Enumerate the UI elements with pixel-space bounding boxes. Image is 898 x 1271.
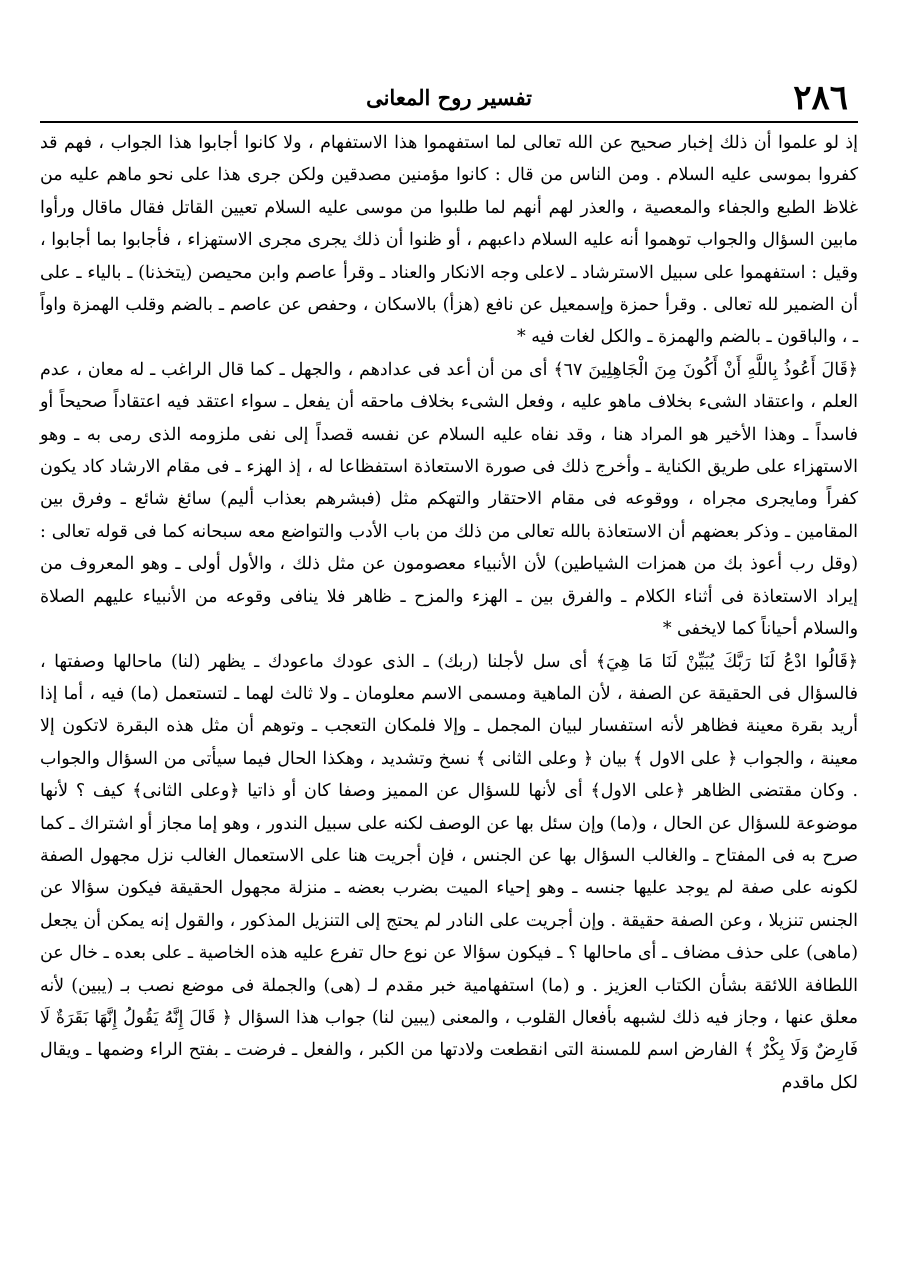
page-number: ٢٨٦ xyxy=(793,78,848,118)
body-text xyxy=(40,127,858,1099)
header-rule xyxy=(40,121,858,123)
running-title: تفسير روح المعانى xyxy=(366,85,532,110)
paragraph: إذ لو علموا أن ذلك إخبار صحيح عن الله تعالى لما استفهموا هذا الاستفهام ، ولا كانوا أجابوا هذا الجواب ، فهم قد كفروا بموسى عليه السلام . ومن الناس من قال : كانوا مؤمنين مصدقين ولكن جرى هذا على نحو ماهم عليه من غلاظ الطبع والجفاء والمعصية ، والعذر لهم أنهم لما طلبوا من موسى عليه السلام تعيين القاتل فقال ماقال ورأوا مابين السؤال والجواب توهموا أنه عليه السلام داعبهم ، أو ظنوا أن ذلك يجرى مجرى الاستهزاء ، فأجابوا بما أجابوا ، وقيل : استفهموا على سبيل الاسترشاد ـ لاعلى وجه الانكار والعناد ـ وقرأ عاصم وابن محيصن (يتخذنا) ـ بالياء ـ على أن الضمير لله تعالى . وقرأ حمزة وإسمعيل عن نافع (هزأ) بالاسكان ، وحفص عن عاصم ـ بالضم وقلب الهمزة واواً ـ ، والباقون ـ بالضم والهمزة ـ والكل لغات فيه * xyxy=(40,133,858,348)
paragraph: ﴿قَالُوا ادْعُ لَنَا رَبَّكَ يُبَيِّنْ لَنَا مَا هِيَ﴾ أى سل لأجلنا (ربك) ـ الذى عودك ماعودك ـ يظهر (لنا) ماحالها وصفتها ، فالسؤال فى الحقيقة عن الصفة ، لأن الماهية ومسمى الاسم معلومان ـ ولا ثالث لهما ـ لتستعمل (ما) فيه ، أما إذا أريد بقرة معينة فظاهر لأنه استفسار لبيان المجمل ـ وإلا فلمكان التعجب ـ وتوهم أن مثل هذه البقرة لاتكون إلا معينة ، والجواب ﴿ على الاول ﴾ بيان ﴿ وعلى الثانى ﴾ نسخ وتشديد ، وهكذا الحال فيما سيأتى من السؤال والجواب . وكان مقتضى الظاهر ﴿على الاول﴾ أى لأنها للسؤال عن المميز وصفا كان أو ذاتيا ﴿وعلى الثانى﴾ كيف ؟ لأنها موضوعة للسؤال عن الحال ، و(ما) وإن سئل بها عن الوصف لكنه على سبيل الندور ، وهو إما مجاز أو اشتراك ـ كما صرح به فى المفتاح ـ والغالب السؤال بها عن الجنس ، فإن أجريت هنا على الاستعمال الغالب نزل مجهول الصفة لكونه على صفة لم يوجد عليها جنسه ـ وهو إحياء الميت بضرب بعضه ـ منزلة مجهول الحقيقة فيكون سؤالا عن الجنس تنزيلا ، وعن الصفة حقيقة . وإن أجريت على النادر لم يحتج إلى التنزيل المذكور ، والقول إنه يمكن أن يجعل (ماهى) على حذف مضاف ـ أى ماحالها ؟ ـ فيكون سؤالا عن نوع حال تفرع عليه هذه الخاصية ـ على بعده ـ خال عن اللطافة اللائقة بشأن الكتاب العزيز . و (ما) استفهامية خبر مقدم لـ (هى) والجملة فى موضع نصب بـ (يبين) لأنه معلق عنها ، وجاز فيه ذلك لشبهه بأفعال القلوب ، والمعنى (يبين لنا) جواب هذا السؤال ﴿ قَالَ إِنَّهُ يَقُولُ إِنَّهَا بَقَرَةٌ لَا فَارِضٌ وَلَا بِكْرٌ ﴾ الفارض اسم للمسنة التى انقطعت ولادتها من الكبر ، والفعل ـ فرضت ـ بفتح الراء وضمها ـ ويقال لكل ماقدم xyxy=(40,651,858,1093)
paragraph: ﴿قَالَ أَعُوذُ بِاللَّهِ أَنْ أَكُونَ مِنَ الْجَاهِلِينَ ٦٧﴾ أى من أن أعد فى عدادهم ، والجهل ـ كما قال الراغب ـ له معان ، عدم العلم ، واعتقاد الشىء بخلاف ماهو عليه ، وفعل الشىء بخلاف ماحقه أن يفعل ـ سواء اعتقد فيه اعتقاداً صحيحاً أو فاسداً ـ وهذا الأخير هو المراد هنا ، وقد نفاه عليه السلام عن نفسه قصداً إلى نفى ملزومه الذى رمى به ـ وهو الاستهزاء على طريق الكناية ـ وأخرج ذلك فى صورة الاستعاذة استفظاعا له ، إذ الهزء ـ فى مقام الارشاد كاد يكون كفراً ومايجرى مجراه ، ووقوعه فى مقام الاحتقار والتهكم مثل (فبشرهم بعذاب أليم) سائغ شائع ـ وفرق بين المقامين ـ وذكر بعضهم أن الاستعاذة بالله تعالى من ذلك من باب الأدب والتواضع معه سبحانه كما فى قوله تعالى : (وقل رب أعوذ بك من همزات الشياطين) لأن الأنبياء معصومون عن مثل ذلك ، والأول أولى ـ وهو المعروف من إيراد الاستعاذة فى أثناء الكلام ـ والفرق بين ـ الهزء والمزح ـ ظاهر فلا ينافى وقوعه من الأنبياء عليهم الصلاة والسلام أحياناً كما لايخفى * xyxy=(40,359,858,640)
page-header xyxy=(40,78,858,118)
